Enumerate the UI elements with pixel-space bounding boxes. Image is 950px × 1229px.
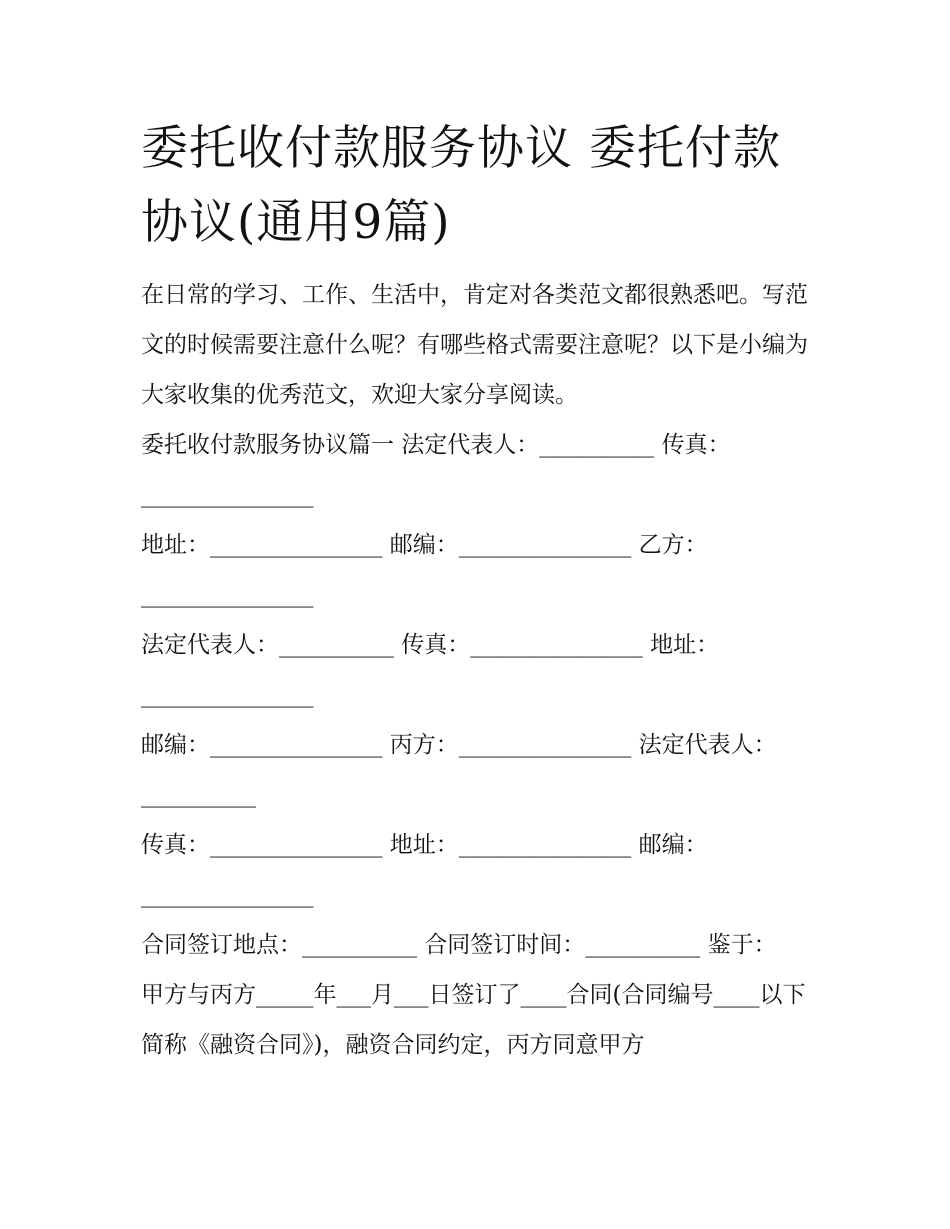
- party-a-address-postcode-party-b: 地址：_______________ 邮编：_______________ 乙方：_______________: [141, 532, 708, 608]
- party-b-postcode-party-c-representative: 邮编：_______________ 丙方：_______________ 法定代表人：__________: [141, 732, 777, 808]
- party-a-representative-fax: 委托收付款服务协议篇一 法定代表人：__________ 传真：_______________: [141, 432, 731, 508]
- document-body: [141, 112, 821, 1070]
- contract-recital: 甲方与丙方_____年___月___日签订了____合同(合同编号____以下简称《融资合同》)，融资合同约定，丙方同意甲方: [141, 982, 806, 1058]
- party-c-fax-address-postcode: 传真：_______________ 地址：_______________ 邮编：_______________: [141, 832, 708, 908]
- document-title: 委托收付款服务协议 委托付款协议(通用9篇): [141, 121, 781, 250]
- intro-paragraph: 在日常的学习、工作、生活中，肯定对各类范文都很熟悉吧。写范文的时候需要注意什么呢？有哪些格式需要注意呢？以下是小编为大家收集的优秀范文，欢迎大家分享阅读。: [141, 282, 808, 408]
- signing-place-time: 合同签订地点：__________ 合同签订时间：__________ 鉴于：: [141, 932, 777, 958]
- party-b-representative-fax-address: 法定代表人：__________ 传真：_______________ 地址：_______________: [141, 632, 720, 708]
